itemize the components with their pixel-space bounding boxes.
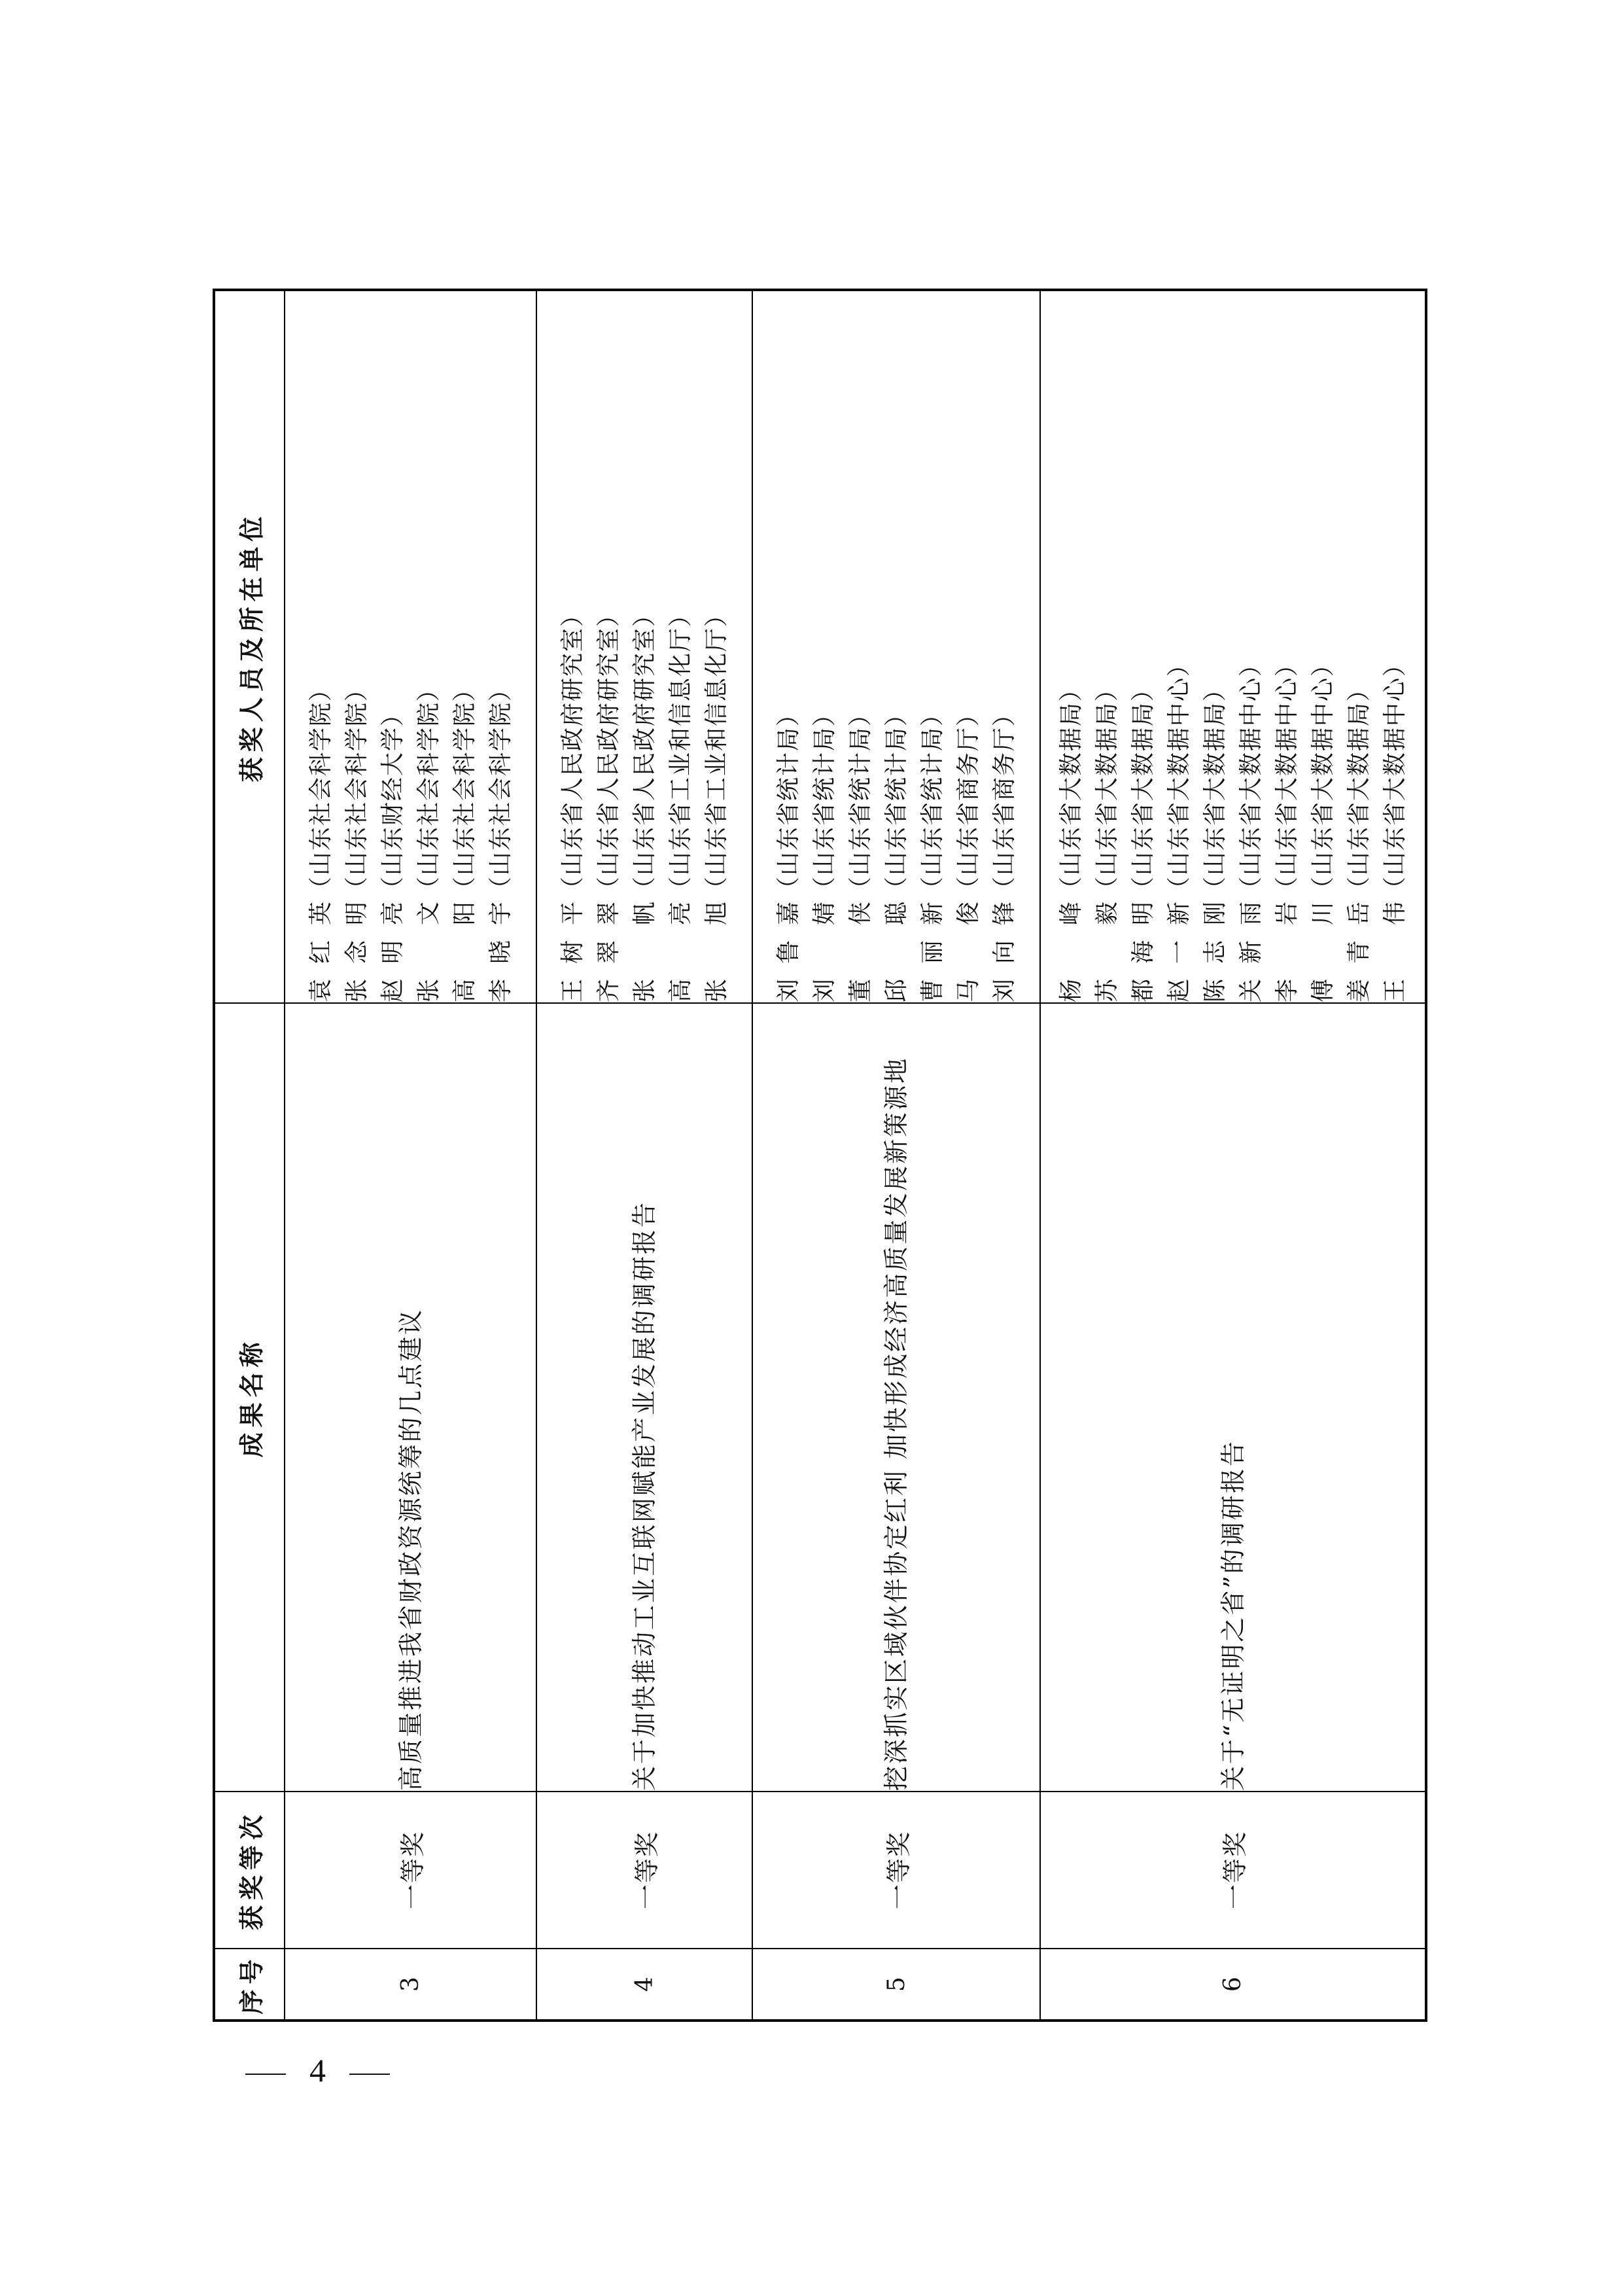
person-name: 袁红英: [307, 900, 334, 1002]
award-table: [213, 289, 1427, 2022]
person-unit: （山东省统计局）: [918, 701, 946, 900]
person-unit: （山东省商务厅）: [954, 701, 982, 900]
person-name: 赵一新: [1165, 900, 1193, 1002]
person-entry: [1197, 291, 1233, 1002]
header-people: 获奖人员及所在单位: [214, 290, 285, 1003]
row-title: 关于“无证明之省”的调研报告: [1040, 1003, 1426, 1792]
person-unit: （山东省工业和信息化厅）: [667, 601, 694, 900]
person-entry: [807, 291, 843, 1002]
person-unit: （山东省人民政府研究室）: [559, 601, 586, 900]
person-entry: [915, 291, 951, 1002]
person-unit: （山东省大数据局）: [1093, 676, 1121, 900]
person-unit: （山东省大数据局）: [1345, 676, 1372, 900]
person-name: 李晓宇: [487, 900, 514, 1002]
row-no: 3: [285, 1949, 536, 2021]
person-name: 王 伟: [1381, 900, 1408, 1002]
person-unit: （山东社会科学院）: [343, 676, 370, 900]
person-entry: [339, 291, 375, 1002]
row-people: [285, 290, 536, 1003]
page-number: 4: [309, 2052, 326, 2089]
footer-dash-right: [349, 2074, 390, 2075]
person-unit: （山东财经大学）: [379, 701, 406, 900]
person-unit: （山东省统计局）: [775, 701, 802, 900]
person-entry: [411, 291, 447, 1002]
person-entry: [879, 291, 915, 1002]
person-entry: [591, 291, 627, 1002]
person-name: 邱 聪: [882, 900, 910, 1002]
person-entry: [1305, 291, 1341, 1002]
person-name: 姜青岳: [1345, 900, 1372, 1002]
footer-dash-left: [245, 2074, 286, 2075]
row-grade: 一等奖: [536, 1792, 752, 1949]
row-grade: 一等奖: [285, 1792, 536, 1949]
table-row: [536, 290, 752, 2021]
person-entry: [303, 291, 339, 1002]
person-entry: [627, 291, 663, 1002]
person-unit: （山东省大数据中心）: [1237, 651, 1265, 900]
person-unit: （山东省大数据局）: [1057, 676, 1085, 900]
person-name: 赵明亮: [379, 900, 406, 1002]
person-entry: [1269, 291, 1305, 1002]
row-no: 4: [536, 1949, 752, 2021]
row-no: 5: [752, 1949, 1040, 2021]
person-unit: （山东省商务厅）: [990, 701, 1018, 900]
person-unit: （山东社会科学院）: [451, 676, 478, 900]
person-unit: （山东省大数据中心）: [1165, 651, 1193, 900]
person-entry: [375, 291, 411, 1002]
person-entry: [1233, 291, 1269, 1002]
row-title: 挖深抓实区域伙伴协定红利 加快形成经济高质量发展新策源地: [752, 1003, 1040, 1792]
person-entry: [843, 291, 879, 1002]
person-entry: [483, 291, 519, 1002]
person-name: 傅 川: [1309, 900, 1336, 1002]
person-name: 曹丽新: [918, 900, 946, 1002]
person-name: 陈志刚: [1201, 900, 1229, 1002]
row-title: 高质量推进我省财政资源统筹的几点建议: [285, 1003, 536, 1792]
person-name: 高 亮: [667, 900, 694, 1002]
table-header-row: [214, 290, 285, 2021]
person-entry: [771, 291, 807, 1002]
person-unit: （山东省大数据局）: [1201, 676, 1229, 900]
person-name: 都海明: [1129, 900, 1157, 1002]
header-no: 序号: [214, 1949, 285, 2021]
person-entry: [986, 291, 1022, 1002]
page-footer: [245, 2051, 390, 2089]
person-entry: [699, 291, 735, 1002]
person-unit: （山东省人民政府研究室）: [631, 601, 658, 900]
table-row: [1040, 290, 1426, 2021]
award-table-rotated: [213, 291, 1423, 2022]
row-grade: 一等奖: [1040, 1792, 1426, 1949]
person-unit: （山东社会科学院）: [415, 676, 442, 900]
person-name: 董 侠: [846, 900, 874, 1002]
person-entry: [951, 291, 986, 1002]
row-grade: 一等奖: [752, 1792, 1040, 1949]
person-entry: [1341, 291, 1377, 1002]
person-name: 张 帆: [631, 900, 658, 1002]
person-name: 齐翠翠: [595, 900, 622, 1002]
person-unit: （山东省大数据中心）: [1309, 651, 1336, 900]
person-name: 张 文: [415, 900, 442, 1002]
header-title: 成果名称: [214, 1003, 285, 1792]
row-people: [536, 290, 752, 1003]
person-name: 张 旭: [703, 900, 730, 1002]
person-name: 张念明: [343, 900, 370, 1002]
person-entry: [1089, 291, 1125, 1002]
person-name: 关新雨: [1237, 900, 1265, 1002]
row-title: 关于加快推动工业互联网赋能产业发展的调研报告: [536, 1003, 752, 1792]
row-people: [1040, 290, 1426, 1003]
people-list: [303, 291, 519, 1002]
person-unit: （山东省大数据中心）: [1273, 651, 1300, 900]
person-name: 杨 峰: [1057, 900, 1085, 1002]
person-unit: （山东省大数据中心）: [1381, 651, 1408, 900]
person-entry: [663, 291, 699, 1002]
row-no: 6: [1040, 1949, 1426, 2021]
person-name: 刘 婧: [811, 900, 838, 1002]
people-list: [771, 291, 1022, 1002]
person-unit: （山东社会科学院）: [307, 676, 334, 900]
person-unit: （山东省大数据局）: [1129, 676, 1157, 900]
person-entry: [1161, 291, 1197, 1002]
people-list: [555, 291, 735, 1002]
header-grade: 获奖等次: [214, 1792, 285, 1949]
person-entry: [447, 291, 483, 1002]
person-unit: （山东省工业和信息化厅）: [703, 601, 730, 900]
person-unit: （山东省统计局）: [846, 701, 874, 900]
person-entry: [1377, 291, 1413, 1002]
person-entry: [1053, 291, 1089, 1002]
person-name: 王树平: [559, 900, 586, 1002]
person-name: 高 阳: [451, 900, 478, 1002]
person-name: 李 岩: [1273, 900, 1300, 1002]
person-unit: （山东社会科学院）: [487, 676, 514, 900]
person-unit: （山东省人民政府研究室）: [595, 601, 622, 900]
person-name: 刘鲁嘉: [775, 900, 802, 1002]
person-name: 苏 毅: [1093, 900, 1121, 1002]
person-name: 马 俊: [954, 900, 982, 1002]
person-unit: （山东省统计局）: [882, 701, 910, 900]
person-entry: [1125, 291, 1161, 1002]
row-people: [752, 290, 1040, 1003]
person-unit: （山东省统计局）: [811, 701, 838, 900]
person-name: 刘向锋: [990, 900, 1018, 1002]
table-row: [285, 290, 536, 2021]
people-list: [1053, 291, 1413, 1002]
table-row: [752, 290, 1040, 2021]
person-entry: [555, 291, 591, 1002]
